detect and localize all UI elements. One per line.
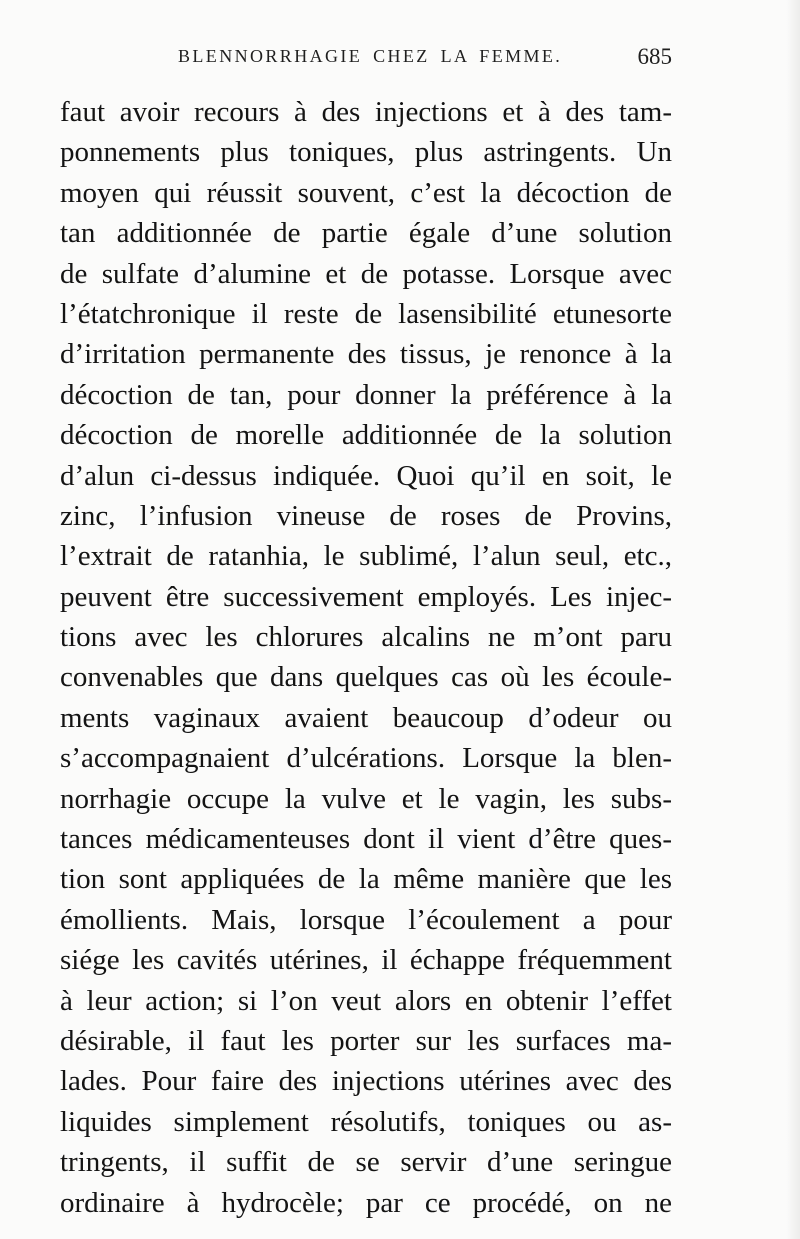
text-line: convenables que dans quelques cas où les écoule- xyxy=(60,661,672,694)
text-line: faut avoir recours à des injections et à des tam- xyxy=(60,96,672,128)
page-edge-shadow xyxy=(786,0,800,1239)
text-line: siége les cavités utérines, il échappe fréquemment xyxy=(60,944,672,977)
text-line: moyen qui réussit souvent, c’est la décoction de xyxy=(60,176,672,209)
running-title: BLENNORRHAGIE CHEZ LA FEMME. xyxy=(178,46,563,66)
text-line: tion sont appliquées de la même manière que les xyxy=(60,863,672,896)
text-line: ponnements plus toniques, plus astringents. Un xyxy=(60,136,672,169)
page-header xyxy=(60,44,672,74)
text-line: ments vaginaux avaient beaucoup d’odeur ou xyxy=(60,701,672,734)
text-line: tances médicamenteuses dont il vient d’être ques- xyxy=(60,823,672,856)
text-line: peuvent être successivement employés. Les injec- xyxy=(60,580,672,613)
text-line: décoction de tan, pour donner la préférence à la xyxy=(60,378,672,411)
text-line: tions avec les chlorures alcalins ne m’ont paru xyxy=(60,621,672,654)
text-line: liquides simplement résolutifs, toniques ou as- xyxy=(60,1105,672,1138)
text-line: désirable, il faut les porter sur les surfaces ma- xyxy=(60,1024,672,1057)
page-number: 685 xyxy=(637,44,672,69)
text-line: l’extrait de ratanhia, le sublimé, l’alun seul, etc., xyxy=(60,540,672,573)
text-line: d’alun ci-dessus indiquée. Quoi qu’il en soit, le xyxy=(60,459,672,492)
text-line: s’accompagnaient d’ulcérations. Lorsque la blen- xyxy=(60,742,672,775)
text-line: de sulfate d’alumine et de potasse. Lorsque avec xyxy=(60,257,672,290)
text-line: tringents, il suffit de se servir d’une seringue xyxy=(60,1146,672,1179)
text-line: lades. Pour faire des injections utérines avec des xyxy=(60,1065,672,1098)
text-line: zinc, l’infusion vineuse de roses de Provins, xyxy=(60,499,672,532)
text-line: d’irritation permanente des tissus, je renonce à la xyxy=(60,338,672,371)
text-line: décoction de morelle additionnée de la solution xyxy=(60,419,672,452)
body-text xyxy=(60,92,672,1223)
text-line: à leur action; si l’on veut alors en obtenir l’effet xyxy=(60,984,672,1017)
text-line: l’étatchronique il reste de lasensibilité etunesorte xyxy=(60,297,672,330)
text-line: norrhagie occupe la vulve et le vagin, les subs- xyxy=(60,782,672,815)
text-line: ordinaire à hydrocèle; par ce procédé, on ne xyxy=(60,1186,672,1219)
text-line: tan additionnée de partie égale d’une solution xyxy=(60,217,672,250)
text-line: émollients. Mais, lorsque l’écoulement a pour xyxy=(60,903,672,936)
